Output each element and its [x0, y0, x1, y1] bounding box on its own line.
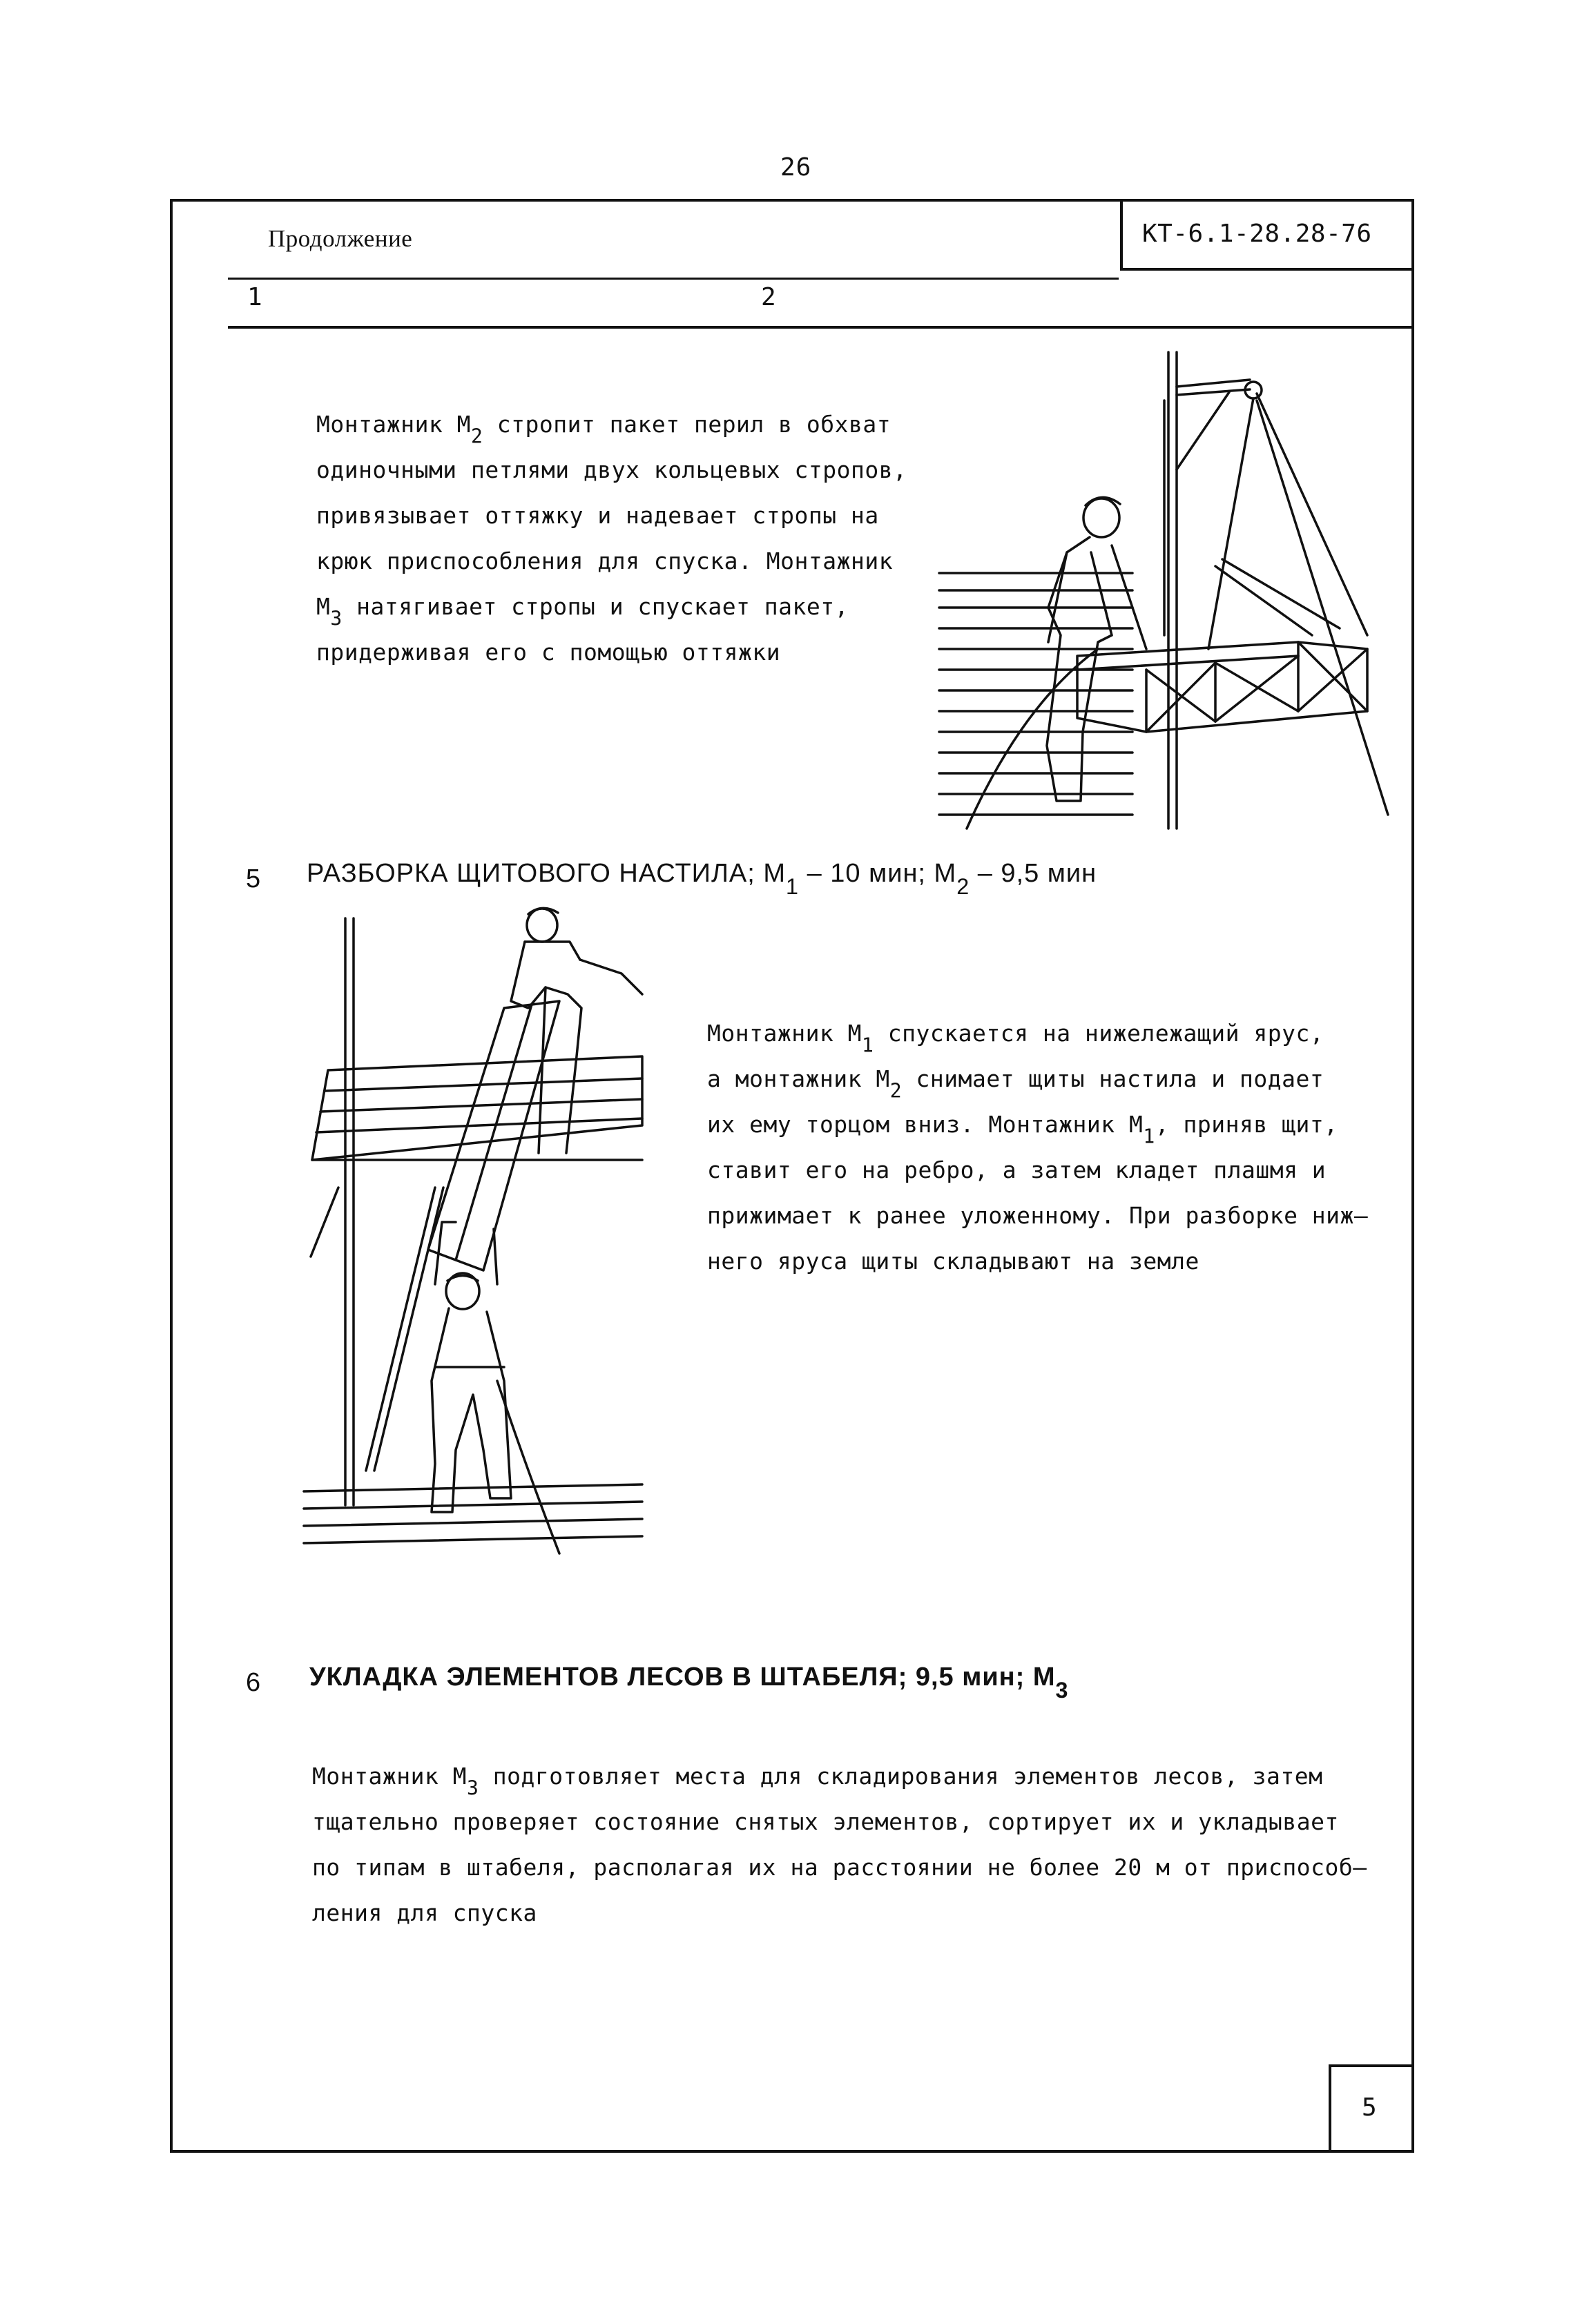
- page-number: 26: [780, 153, 812, 182]
- step5-line-6: него яруса щиты складывают на земле: [707, 1248, 1199, 1275]
- step5-line-3: их ему торцом вниз. Монтажник $М_1$, приняв щит,: [707, 1111, 1338, 1148]
- step5-line-5: прижимает к ранее уложенному. При разборке ниж–: [707, 1202, 1369, 1229]
- step4-line-6: придерживая его с помощью оттяжки: [316, 639, 781, 666]
- deck-disassembly-illustration: [297, 898, 656, 1560]
- step4-line-3: привязывает оттяжку и надевает стропы на: [316, 502, 879, 529]
- step5-paragraph: [707, 1011, 1368, 1284]
- sheet-box-left: [1329, 2064, 1331, 2151]
- column-number-1: 1: [247, 283, 263, 311]
- frame-bottom: [170, 2150, 1414, 2153]
- frame-right: [1411, 199, 1414, 2153]
- step4-line-4: крюк приспособления для спуска. Монтажник: [316, 548, 894, 574]
- frame-left: [170, 199, 173, 2153]
- column-number-2: 2: [761, 283, 777, 311]
- step6-line-3: по типам в штабеля, располагая их на расстоянии не более 20 м от приспособ–: [312, 1854, 1367, 1881]
- step6-title: УКЛАДКА ЭЛЕМЕНТОВ ЛЕСОВ В ШТАБЕЛЯ; 9,5 мин; $М_3$: [309, 1663, 1069, 1703]
- step6-line-2: тщательно проверяет состояние снятых элементов, сортирует их и укладывает: [312, 1808, 1339, 1835]
- step4-line-1: Монтажник $М_2$ стропит пакет перил в обхват: [316, 411, 891, 448]
- header-rule-2: [228, 326, 1413, 329]
- step5-number: 5: [246, 864, 262, 893]
- doc-code: КТ-6.1-28.28-76: [1142, 220, 1372, 248]
- continuation-label: Продолжение: [268, 225, 413, 252]
- step5-line-4: ставит его на ребро, а затем кладет плашмя и: [707, 1156, 1327, 1183]
- frame-top: [170, 199, 1414, 202]
- sheet-box-top: [1329, 2064, 1414, 2067]
- step6-paragraph: [312, 1754, 1367, 1936]
- step6-number: 6: [246, 1668, 262, 1697]
- code-box-left: [1120, 199, 1123, 271]
- step4-paragraph: [316, 402, 907, 675]
- code-box-bottom: [1120, 268, 1414, 271]
- lowering-package-illustration: [925, 345, 1409, 835]
- sheet-number: 5: [1362, 2093, 1378, 2122]
- step5-line-1: Монтажник $М_1$ спускается на нижележащий ярус,: [707, 1020, 1324, 1057]
- step5-title: РАЗБОРКА ЩИТОВОГО НАСТИЛА; $М_1 - 10$ мин; $М_2 - 9,5$ мин: [307, 859, 1097, 899]
- step4-line-5: $М_3$ натягивает стропы и спускает пакет,: [316, 593, 849, 630]
- header-rule-1: [228, 278, 1119, 280]
- step5-line-2: а монтажник $М_2$ снимает щиты настила и подает: [707, 1065, 1324, 1103]
- step4-line-2: одиночными петлями двух кольцевых стропов,: [316, 456, 907, 483]
- step6-line-1: Монтажник $М_3$ подготовляет места для складирования элементов лесов, затем: [312, 1763, 1323, 1800]
- step6-line-4: ления для спуска: [312, 1899, 537, 1926]
